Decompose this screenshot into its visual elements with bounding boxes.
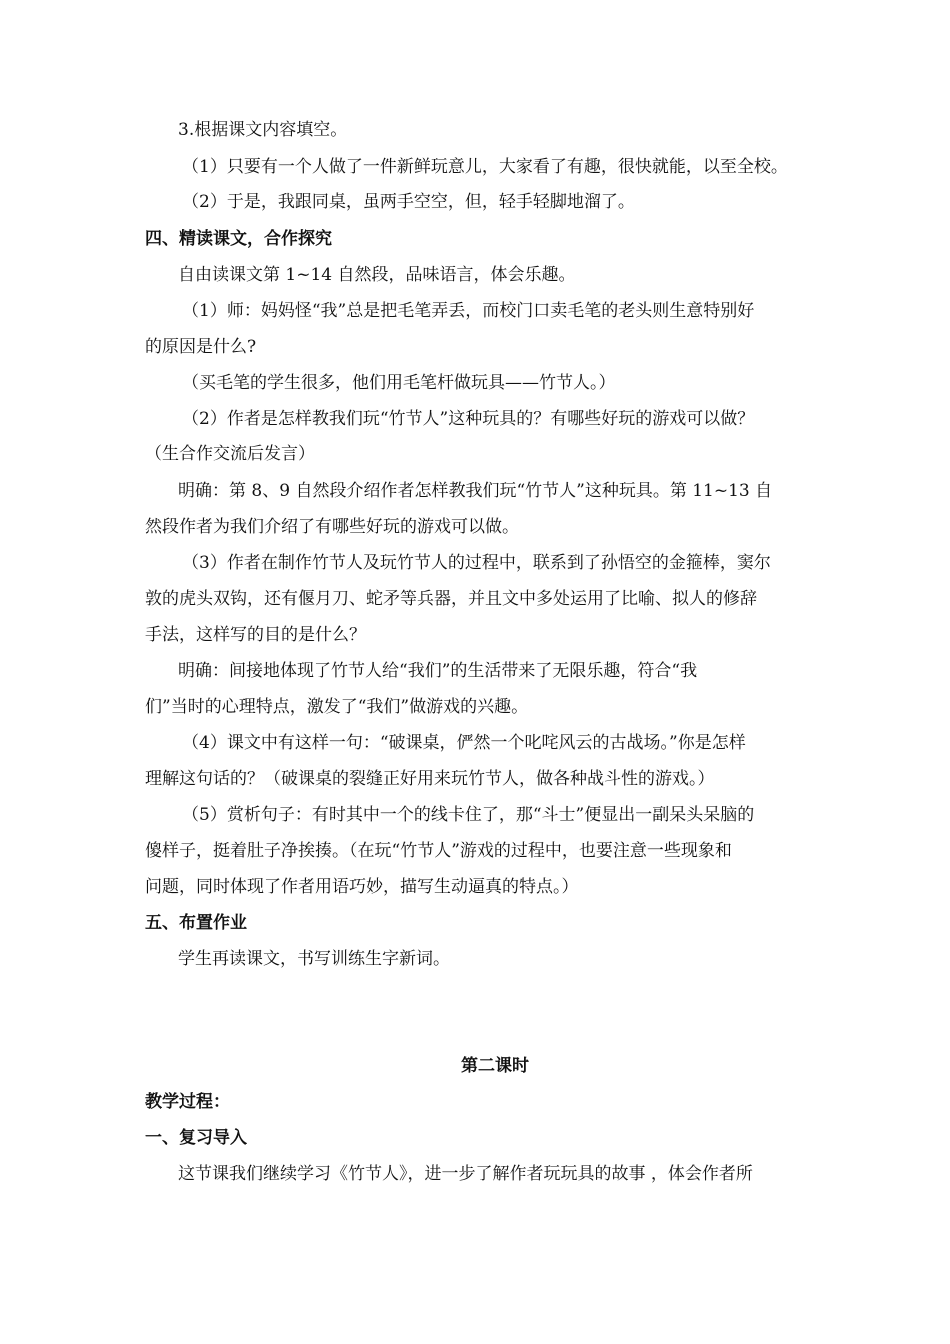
paragraph: 明确：间接地体现了竹节人给“我们”的生活带来了无限乐趣，符合“我 [178,661,698,681]
teaching-process-heading: 教学过程： [145,1092,230,1112]
paragraph: （4）课文中有这样一句：“破课桌，俨然一个叱咤风云的古战场。”你是怎样 [182,733,746,753]
question-3-heading: 3.根据课文内容填空。 [178,120,348,140]
paragraph: （3）作者在制作竹节人及玩竹节人的过程中，联系到了孙悟空的金箍棒，窦尔 [182,553,771,573]
paragraph: 的原因是什么? [145,337,257,357]
paragraph: 这节课我们继续学习《竹节人》，进一步了解作者玩玩具的故事 ，体会作者所 [178,1164,753,1184]
paragraph: 然段作者为我们介绍了有哪些好玩的游戏可以做。 [145,517,519,537]
paragraph: （2）作者是怎样教我们玩“竹节人”这种玩具的？有哪些好玩的游戏可以做？ [182,409,755,429]
paragraph: （1）师：妈妈怪“我”总是把毛笔弄丢，而校门口卖毛笔的老头则生意特别好 [182,301,755,321]
lesson-2-title: 第二课时 [461,1056,529,1076]
paragraph: （买毛笔的学生很多，他们用毛笔杆做玩具——竹节人。） [182,373,616,393]
section-5-heading: 五、布置作业 [145,913,247,933]
section-1-heading: 一、复习导入 [145,1128,247,1148]
paragraph: （5）赏析句子：有时其中一个的线卡住了，那“斗士”便显出一副呆头呆脑的 [182,805,755,825]
paragraph: 学生再读课文，书写训练生字新词。 [178,949,450,969]
paragraph: 问题，同时体现了作者用语巧妙，描写生动逼真的特点。） [145,877,579,897]
paragraph: 自由读课文第 1~14 自然段，品味语言，体会乐趣。 [178,265,576,285]
paragraph: 们”当时的心理特点，激发了“我们”做游戏的兴趣。 [145,697,529,717]
paragraph: 理解这句话的？（破课桌的裂缝正好用来玩竹节人，做各种战斗性的游戏。） [145,769,715,789]
paragraph: 明确：第 8、9 自然段介绍作者怎样教我们玩“竹节人”这种玩具。第 11~13 自 [178,481,773,501]
fill-blank-1: （1）只要有一个人做了一件新鲜玩意儿，大家看了有趣，很快就能，以至全校。 [182,157,788,177]
paragraph: 傻样子，挺着肚子净挨揍。（在玩“竹节人”游戏的过程中，也要注意一些现象和 [145,841,732,861]
paragraph: （生合作交流后发言） [145,444,315,464]
fill-blank-2: （2）于是，我跟同桌，虽两手空空，但，轻手轻脚地溜了。 [182,192,635,212]
paragraph: 手法，这样写的目的是什么？ [145,625,366,645]
paragraph: 敦的虎头双钩，还有偃月刀、蛇矛等兵器，并且文中多处运用了比喻、拟人的修辞 [145,589,757,609]
section-4-heading: 四、精读课文，合作探究 [145,229,332,249]
